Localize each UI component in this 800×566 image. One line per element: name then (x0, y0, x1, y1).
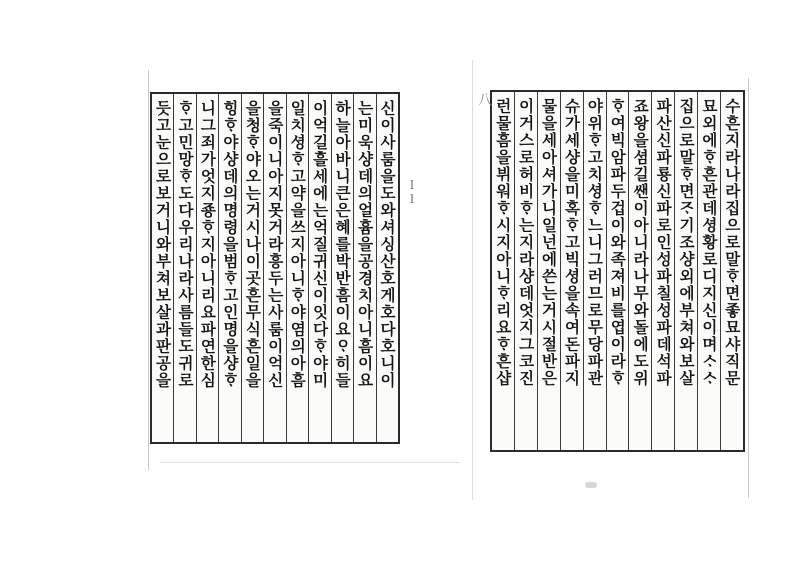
text-column: ᄒᆞ여빅암파두겁이와족져비를엽이라ᄒᆞ (606, 92, 629, 450)
text-column: 을죽이니아지못거라흥두는사룸이억신 (263, 94, 285, 442)
text-column: 니그죄가엇지죵ᄒᆞ지아니리요파연한심 (196, 94, 218, 442)
page-edge-right (748, 78, 749, 498)
ink-smudge (585, 482, 597, 488)
text-column: 하늘아바니큰은혜를박반흠이요ᄋᆞ히들 (331, 94, 353, 442)
text-column: 힝ᄒᆞ야샹데의명령을범ᄒᆞ고인명을샹ᄒᆞ (218, 94, 240, 442)
book-gutter (472, 60, 473, 500)
text-column: 이억길흘세에는억질귀신이잇다ᄒᆞ야미 (308, 94, 330, 442)
text-column: 파산신파룡신파로인성파칠성파데석파 (651, 92, 674, 450)
text-column: 이거스로허비ᄒᆞ는지라샹데엇지그코진 (514, 92, 537, 450)
text-column: 을청ᄒᆞ야오는거시나이곳흔무식흔일을 (241, 94, 263, 442)
text-column: 는미욱샹데의얼흄을공경치아니흠이요 (353, 94, 375, 442)
text-column: ᄒᆞ고민망ᄒᆞ도다우리나라사름들도귀로 (173, 94, 195, 442)
text-column: 죠왕을셤길쌘이아니라나무와돌에도위 (628, 92, 651, 450)
text-column: 물을세아셔가니일넌에쓴는거시절반은 (537, 92, 560, 450)
left-text-frame (150, 92, 400, 444)
text-column: 듯고눈으로보거니와부쳐보살과판공을 (153, 100, 173, 389)
page-edge-bottom (160, 462, 460, 463)
fold-margin-mark: ll (405, 178, 419, 206)
text-column: 런물흠을뷔워ᄒᆞ시지아니ᄒᆞ리요ᄒᆞ흔샵 (493, 98, 513, 387)
page-number-mark: 八 (476, 92, 492, 106)
text-column: 집으로말ᄒᆞ면ᄌᆞ기조샹외에부쳐와보살 (674, 92, 697, 450)
text-column: 신이사룸을도와셔싱산호게호다호니이 (376, 94, 398, 442)
text-column: 야위ᄒᆞ고치셩ᄒᆞ느니그러므로무당파관 (583, 92, 606, 450)
right-text-frame (490, 90, 745, 452)
text-column: 일치셩ᄒᆞ고약을쓰지아니ᄒᆞ야염의아흠 (286, 94, 308, 442)
page-edge-left (148, 70, 149, 470)
text-column: 수흔지라나라집으로말ᄒᆞ면좋묘샤직문 (720, 92, 743, 450)
left-page (150, 92, 400, 444)
text-column: 묘외에ᄒᆞ흔관데셩황로디지신이며ᄉᆞᄉᆞ (697, 92, 720, 450)
right-page (490, 90, 745, 452)
text-column: 슈가세샹을미혹ᄒᆞ고빅셩을속여돈파지 (560, 92, 583, 450)
